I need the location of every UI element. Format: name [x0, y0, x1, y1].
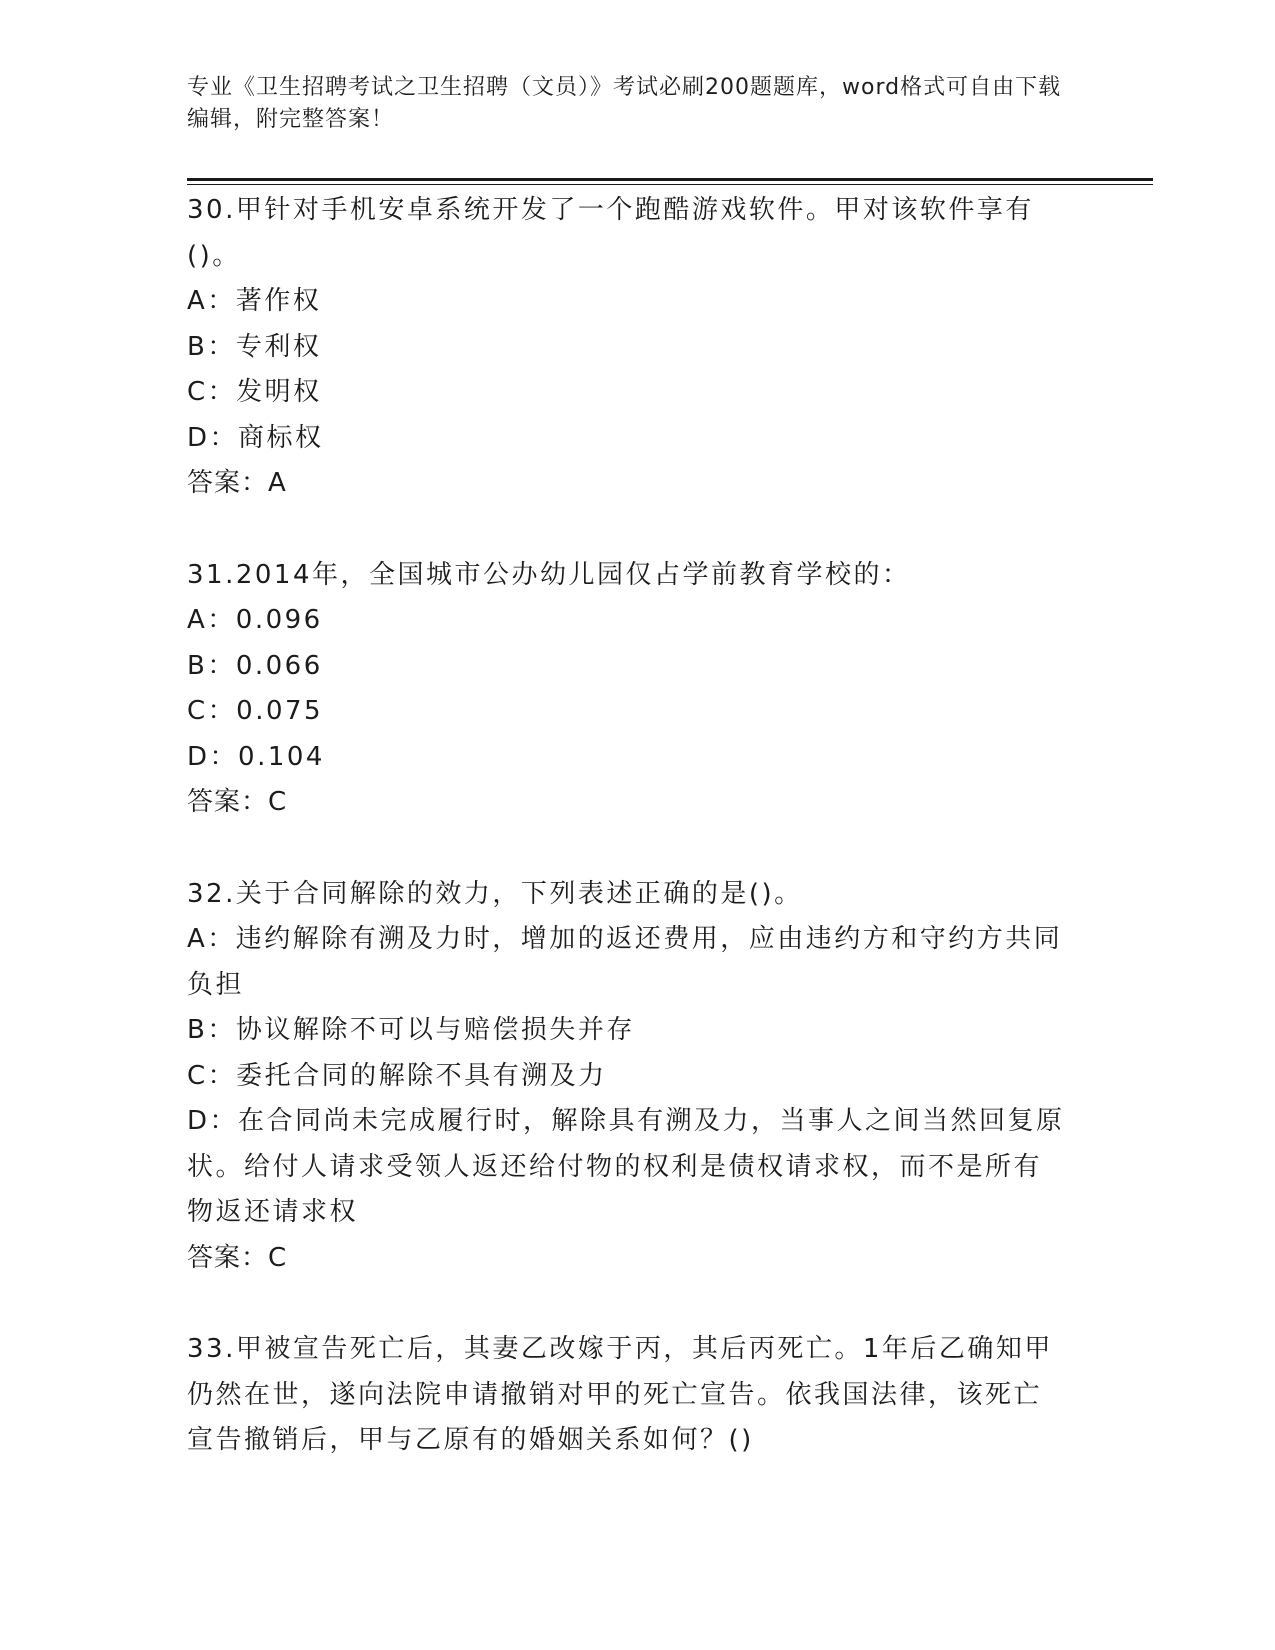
option-c: C：0.075 [187, 696, 324, 726]
option-a: A：违约解除有溯及力时，增加的返还费用，应由违约方和守约方共同负担 [187, 924, 1063, 1000]
question-list [187, 188, 1067, 1464]
option-c: C：委托合同的解除不具有溯及力 [187, 1060, 607, 1091]
answer: 答案：C [187, 787, 288, 817]
header-rule-thick [187, 178, 1153, 181]
question-31 [187, 553, 1067, 826]
question-stem: 33.甲被宣告死亡后，其妻乙改嫁于丙，其后丙死亡。1年后乙确知甲仍然在世，遂向法院申请撤销对甲的死亡宣告。依我国法律，该死亡宣告撤销后，甲与乙原有的婚姻关系如何？() [187, 1334, 1053, 1455]
option-b: B：专利权 [187, 331, 322, 362]
option-d: D：在合同尚未完成履行时，解除具有溯及力，当事人之间当然回复原状。给付人请求受领人返还给付物的权利是债权请求权，而不是所有物返还请求权 [187, 1106, 1065, 1227]
question-spacer [187, 1281, 1067, 1327]
question-stem: 32.关于合同解除的效力，下列表述正确的是()。 [187, 878, 803, 909]
question-33 [187, 1327, 1067, 1464]
option-d: D：商标权 [187, 422, 324, 453]
answer: 答案：C [187, 1242, 288, 1273]
option-c: C：发明权 [187, 377, 322, 407]
answer: 答案：A [187, 468, 287, 498]
question-spacer [187, 826, 1067, 872]
question-spacer [187, 507, 1067, 553]
question-stem: 30.甲针对手机安卓系统开发了一个跑酷游戏软件。甲对该软件享有()。 [187, 195, 1034, 271]
header-rule-thin [187, 184, 1153, 185]
option-b: B：0.066 [187, 650, 323, 681]
question-30 [187, 188, 1067, 507]
option-b: B：协议解除不可以与赔偿损失并存 [187, 1015, 635, 1045]
document-header: 专业《卫生招聘考试之卫生招聘（文员）》考试必刷200题题库，word格式可自由下载编辑，附完整答案！ [187, 75, 1062, 132]
question-stem: 31.2014年，全国城市公办幼儿园仅占学前教育学校的： [187, 559, 911, 590]
option-a: A：著作权 [187, 286, 322, 316]
option-a: A：0.096 [187, 605, 323, 635]
question-32 [187, 872, 1067, 1282]
option-d: D：0.104 [187, 741, 325, 772]
